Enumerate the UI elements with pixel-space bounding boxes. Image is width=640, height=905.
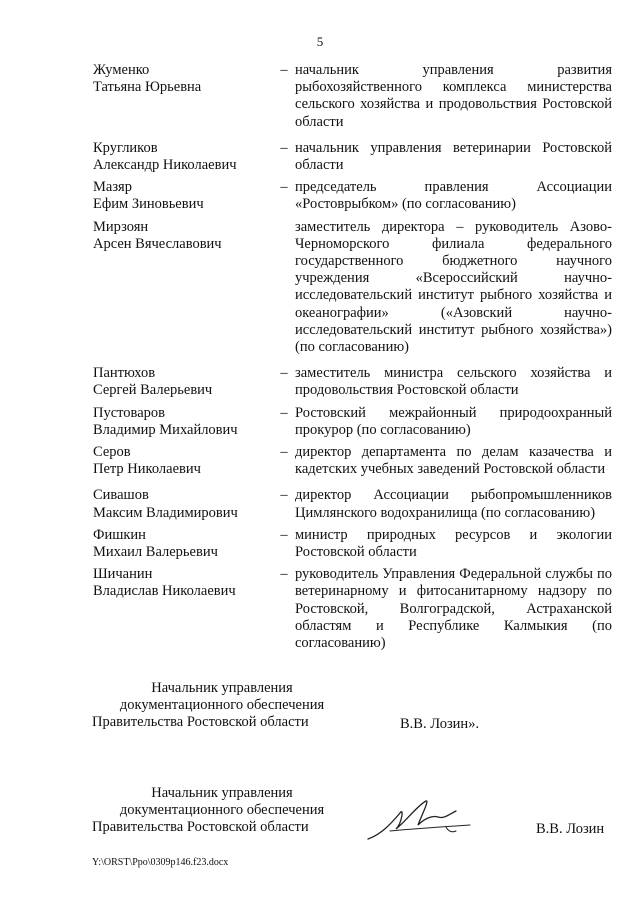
dash: – xyxy=(280,526,288,543)
member-entry xyxy=(93,219,613,357)
member-name: Мирзоян Арсен Вячеславович xyxy=(93,218,222,252)
dash: – xyxy=(280,566,288,583)
member-name: Фишкин Михаил Валерьевич xyxy=(93,526,218,561)
dash: – xyxy=(280,179,288,196)
member-entry xyxy=(93,140,613,174)
signoff-name: В.В. Лозин». xyxy=(400,716,480,732)
member-entry xyxy=(93,405,613,439)
member-name: Пантюхов Сергей Валерьевич xyxy=(93,365,213,399)
member-entry xyxy=(93,62,613,131)
dash: – xyxy=(280,444,288,461)
member-role: начальник управления ветеринарии Ростовской области xyxy=(295,139,612,174)
member-role: руководитель Управления Федеральной службы по ветеринарному и фитосанитарному надзору по Ростовской, Волгоградской, Астраханской областям и Республике Калмыкия (по согласованию) xyxy=(295,566,612,652)
member-name: Сивашов Максим Владимирович xyxy=(93,487,238,521)
member-role: заместитель министра сельского хозяйства и продовольствия Ростовской области xyxy=(295,365,612,399)
member-entry xyxy=(93,487,613,521)
members-list xyxy=(93,62,613,652)
member-role: председатель правления Ассоциации «Ростоврыбком» (по согласованию) xyxy=(295,179,612,213)
member-entry xyxy=(93,365,613,399)
dash: – xyxy=(280,62,288,78)
member-name: Пустоваров Владимир Михайлович xyxy=(93,404,238,438)
member-name: Серов Петр Николаевич xyxy=(93,444,201,478)
member-role: директор департамента по делам казачества и кадетских учебных заведений Ростовской области xyxy=(295,444,612,478)
dash: – xyxy=(280,139,288,156)
member-role: Ростовский межрайонный природоохранный прокурор (по согласованию) xyxy=(295,404,612,438)
member-role: министр природных ресурсов и экологии Ростовской области xyxy=(295,526,612,561)
member-name: Жуменко Татьяна Юрьевна xyxy=(93,62,202,96)
member-entry xyxy=(93,566,613,652)
handwritten-signature xyxy=(360,795,480,845)
signoff-final xyxy=(92,785,622,845)
member-name: Шичанин Владислав Николаевич xyxy=(93,566,236,600)
member-role: заместитель директора – руководитель Азово-Черноморского филиала федерального государственного бюджетного научного учреждения «Всероссийский научно-исследовательский институт рыбного хозяйства и океанографии» («Азовский научно-исследовательский институт рыбного хозяйства») (по согласованию) xyxy=(295,218,612,356)
member-entry xyxy=(93,527,613,561)
member-entry xyxy=(93,444,613,478)
member-name: Кругликов Александр Николаевич xyxy=(93,139,237,174)
signoff-original xyxy=(92,680,612,740)
member-entry xyxy=(93,179,613,213)
signoff-name: В.В. Лозин xyxy=(536,821,605,837)
member-role: директор Ассоциации рыбопромышленников Цимлянского водохранилища (по согласованию) xyxy=(295,487,612,521)
dash: – xyxy=(280,365,288,382)
dash: – xyxy=(280,404,288,421)
file-path: Y:\ORST\Ppo\0309p146.f23.docx xyxy=(92,857,229,868)
member-role: начальник управления развития рыбохозяйственного комплекса министерства сельского хозяйства и продовольствия Ростовской области xyxy=(295,62,612,130)
page-number: 5 xyxy=(316,34,324,49)
member-name: Мазяр Ефим Зиновьевич xyxy=(93,179,204,213)
dash: – xyxy=(280,487,288,504)
signoff-title: Начальник управления документационного обеспечения Правительства Ростовской области xyxy=(92,680,325,731)
signoff-title: Начальник управления документационного обеспечения Правительства Ростовской области xyxy=(92,785,325,836)
